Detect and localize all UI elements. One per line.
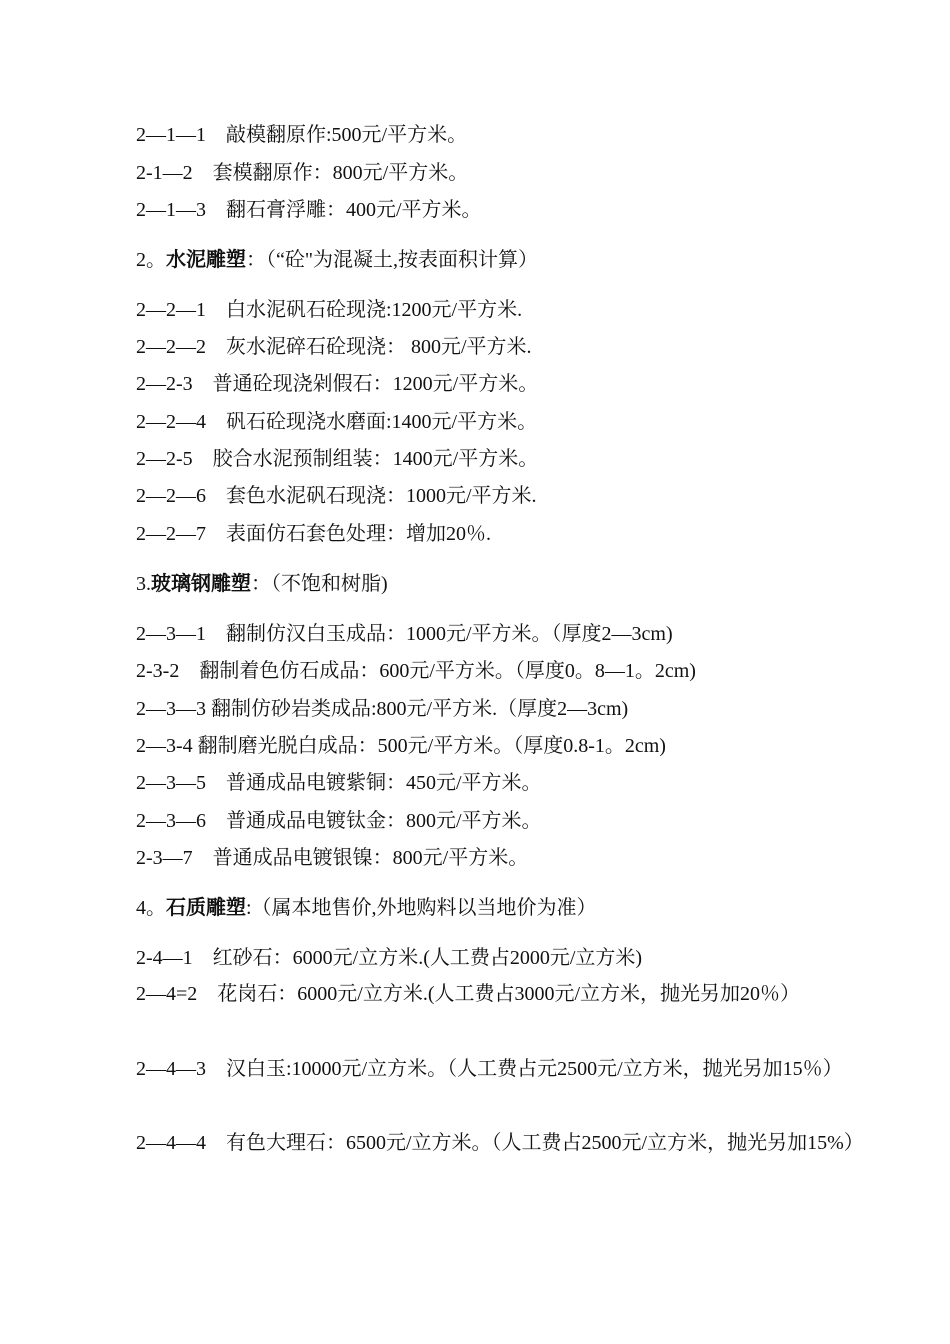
section-3-title: 玻璃钢雕塑	[151, 573, 251, 595]
section-4-title: 石质雕塑	[166, 897, 246, 919]
price-item-2-1-2: 2-1—2 套模翻原作：800元/平方米。	[136, 162, 469, 184]
price-item-2-3-1: 2—3—1 翻制仿汉白玉成品：1000元/平方米。（厚度2—3cm)	[136, 623, 673, 645]
price-item-2-2-7: 2—2—7 表面仿石套色处理：增加20％.	[136, 523, 491, 545]
price-item-2-4-2: 2—4=2 花岗石：6000元/立方米.(人工费占3000元/立方米，抛光另加20％）	[136, 983, 801, 1005]
price-item-2-2-4: 2—2—4 矾石砼现浇水磨面:1400元/平方米。	[136, 411, 538, 433]
price-item-2-2-3: 2—2-3 普通砼现浇剁假石：1200元/平方米。	[136, 373, 539, 395]
section-2-number: 2。	[136, 249, 166, 271]
section-3-heading	[136, 571, 388, 597]
price-item-2-3-7: 2-3—7 普通成品电镀银镍：800元/平方米。	[136, 847, 529, 869]
price-item-2-2-2: 2—2—2 灰水泥碎石砼现浇： 800元/平方米.	[136, 336, 532, 358]
price-item-2-3-6: 2—3—6 普通成品电镀钛金：800元/平方米。	[136, 810, 542, 832]
price-item-2-2-1: 2—2—1 白水泥矾石砼现浇:1200元/平方米.	[136, 299, 523, 321]
section-2-title: 水泥雕塑	[166, 249, 246, 271]
price-item-2-3-3: 2—3—3 翻制仿砂岩类成品:800元/平方米.（厚度2—3cm)	[136, 698, 629, 720]
section-2-heading	[136, 247, 538, 273]
section-4-number: 4。	[136, 897, 166, 919]
price-item-2-3-4: 2—3-4 翻制磨光脱白成品：500元/平方米。（厚度0.8-1。2cm)	[136, 735, 666, 757]
price-item-2-1-1: 2—1—1 敲模翻原作:500元/平方米。	[136, 124, 468, 146]
section-2-note: ：（“砼"为混凝土,按表面积计算）	[246, 249, 539, 271]
price-item-2-4-4: 2—4—4 有色大理石：6500元/立方米。（人工费占2500元/立方米，抛光另加15%）	[136, 1132, 864, 1154]
section-3-note: ：（不饱和树脂)	[251, 573, 388, 595]
price-item-2-1-3: 2—1—3 翻石膏浮雕：400元/平方米。	[136, 199, 482, 221]
price-item-2-2-6: 2—2—6 套色水泥矾石现浇：1000元/平方米.	[136, 485, 537, 507]
price-item-2-3-2: 2-3-2 翻制着色仿石成品：600元/平方米。（厚度0。8—1。2cm)	[136, 660, 696, 682]
price-item-2-2-5: 2—2-5 胶合水泥预制组装：1400元/平方米。	[136, 448, 539, 470]
price-item-2-3-5: 2—3—5 普通成品电镀紫铜：450元/平方米。	[136, 772, 542, 794]
price-item-2-4-3: 2—4—3 汉白玉:10000元/立方米。（人工费占元2500元/立方米，抛光另加15％）	[136, 1058, 843, 1080]
section-4-note: :（属本地售价,外地购料以当地价为准）	[246, 897, 597, 919]
price-item-2-4-1: 2-4—1 红砂石：6000元/立方米.(人工费占2000元/立方米)	[136, 947, 643, 969]
section-4-heading	[136, 895, 597, 921]
section-3-number: 3.	[136, 573, 151, 595]
